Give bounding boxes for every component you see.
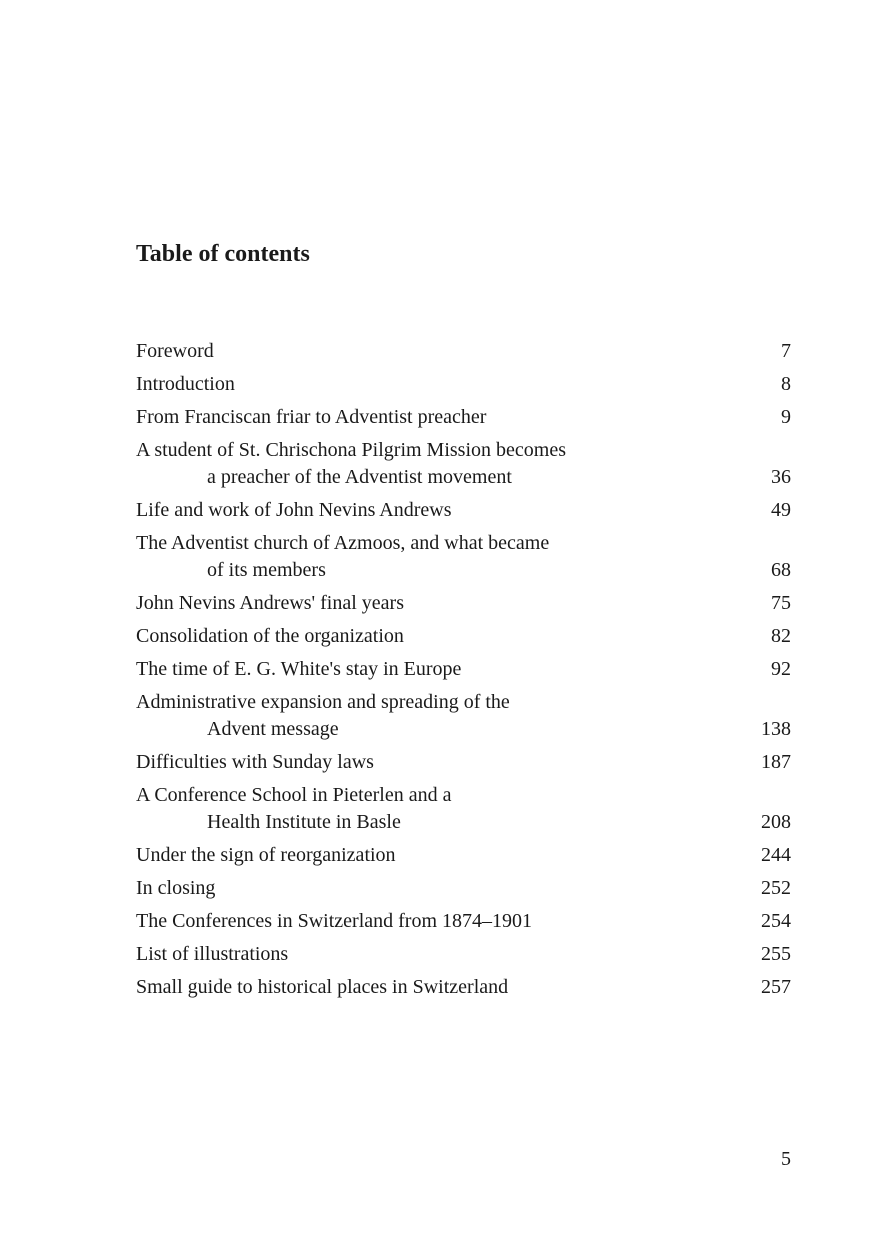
toc-entry-title-continuation: a preacher of the Adventist movement (207, 466, 512, 488)
toc-entry (136, 842, 791, 869)
toc-entry (136, 437, 791, 491)
toc-entry-page: 257 (761, 976, 791, 998)
toc-entry-title: Introduction (136, 373, 235, 395)
toc-entry-page: 244 (761, 844, 791, 866)
toc-entry-page: 7 (781, 340, 791, 362)
toc-entry-title: Under the sign of reorganization (136, 844, 396, 866)
table-of-contents (136, 338, 791, 1007)
toc-entry-title-line1: Administrative expansion and spreading of the (136, 691, 510, 713)
toc-entry (136, 338, 791, 365)
toc-entry-title: Consolidation of the organization (136, 625, 404, 647)
toc-entry-page: 82 (771, 625, 791, 647)
toc-entry (136, 656, 791, 683)
toc-entry-title: Difficulties with Sunday laws (136, 751, 374, 773)
toc-entry-page: 36 (771, 466, 791, 488)
toc-entry-page: 254 (761, 910, 791, 932)
toc-entry-title-continuation: Health Institute in Basle (207, 811, 401, 833)
toc-entry (136, 590, 791, 617)
toc-entry (136, 941, 791, 968)
toc-entry-title-continuation: of its members (207, 559, 326, 581)
toc-entry-title-line1: A Conference School in Pieterlen and a (136, 784, 452, 806)
toc-entry-title-continuation: Advent message (207, 718, 339, 740)
toc-entry (136, 782, 791, 836)
toc-entry-title: List of illustrations (136, 943, 289, 965)
toc-entry (136, 530, 791, 584)
toc-entry (136, 875, 791, 902)
toc-entry-title: John Nevins Andrews' final years (136, 592, 404, 614)
toc-entry-page: 138 (761, 718, 791, 740)
toc-entry-page: 92 (771, 658, 791, 680)
toc-entry-title: The time of E. G. White's stay in Europe (136, 658, 462, 680)
toc-entry (136, 623, 791, 650)
toc-entry-page: 9 (781, 406, 791, 428)
toc-entry-page: 75 (771, 592, 791, 614)
toc-entry (136, 908, 791, 935)
toc-entry-page: 255 (761, 943, 791, 965)
toc-entry-page: 49 (771, 499, 791, 521)
toc-entry-page: 68 (771, 559, 791, 581)
toc-entry-title: The Conferences in Switzerland from 1874–1901 (136, 910, 533, 932)
toc-entry-title: Life and work of John Nevins Andrews (136, 499, 452, 521)
toc-entry-title: In closing (136, 877, 216, 899)
toc-entry-title: Small guide to historical places in Switzerland (136, 976, 509, 998)
toc-entry (136, 689, 791, 743)
toc-entry (136, 404, 791, 431)
toc-entry (136, 749, 791, 776)
toc-entry-page: 8 (781, 373, 791, 395)
toc-entry-title: From Franciscan friar to Adventist preacher (136, 406, 487, 428)
toc-entry-title-line1: The Adventist church of Azmoos, and what became (136, 532, 550, 554)
toc-entry-page: 208 (761, 811, 791, 833)
toc-entry (136, 497, 791, 524)
toc-entry (136, 974, 791, 1001)
toc-entry-title-line1: A student of St. Chrischona Pilgrim Mission becomes (136, 439, 566, 461)
page-number: 5 (781, 1148, 791, 1170)
page-title: Table of contents (136, 241, 310, 267)
toc-entry-page: 252 (761, 877, 791, 899)
toc-entry-title: Foreword (136, 340, 214, 362)
toc-entry (136, 371, 791, 398)
toc-entry-page: 187 (761, 751, 791, 773)
